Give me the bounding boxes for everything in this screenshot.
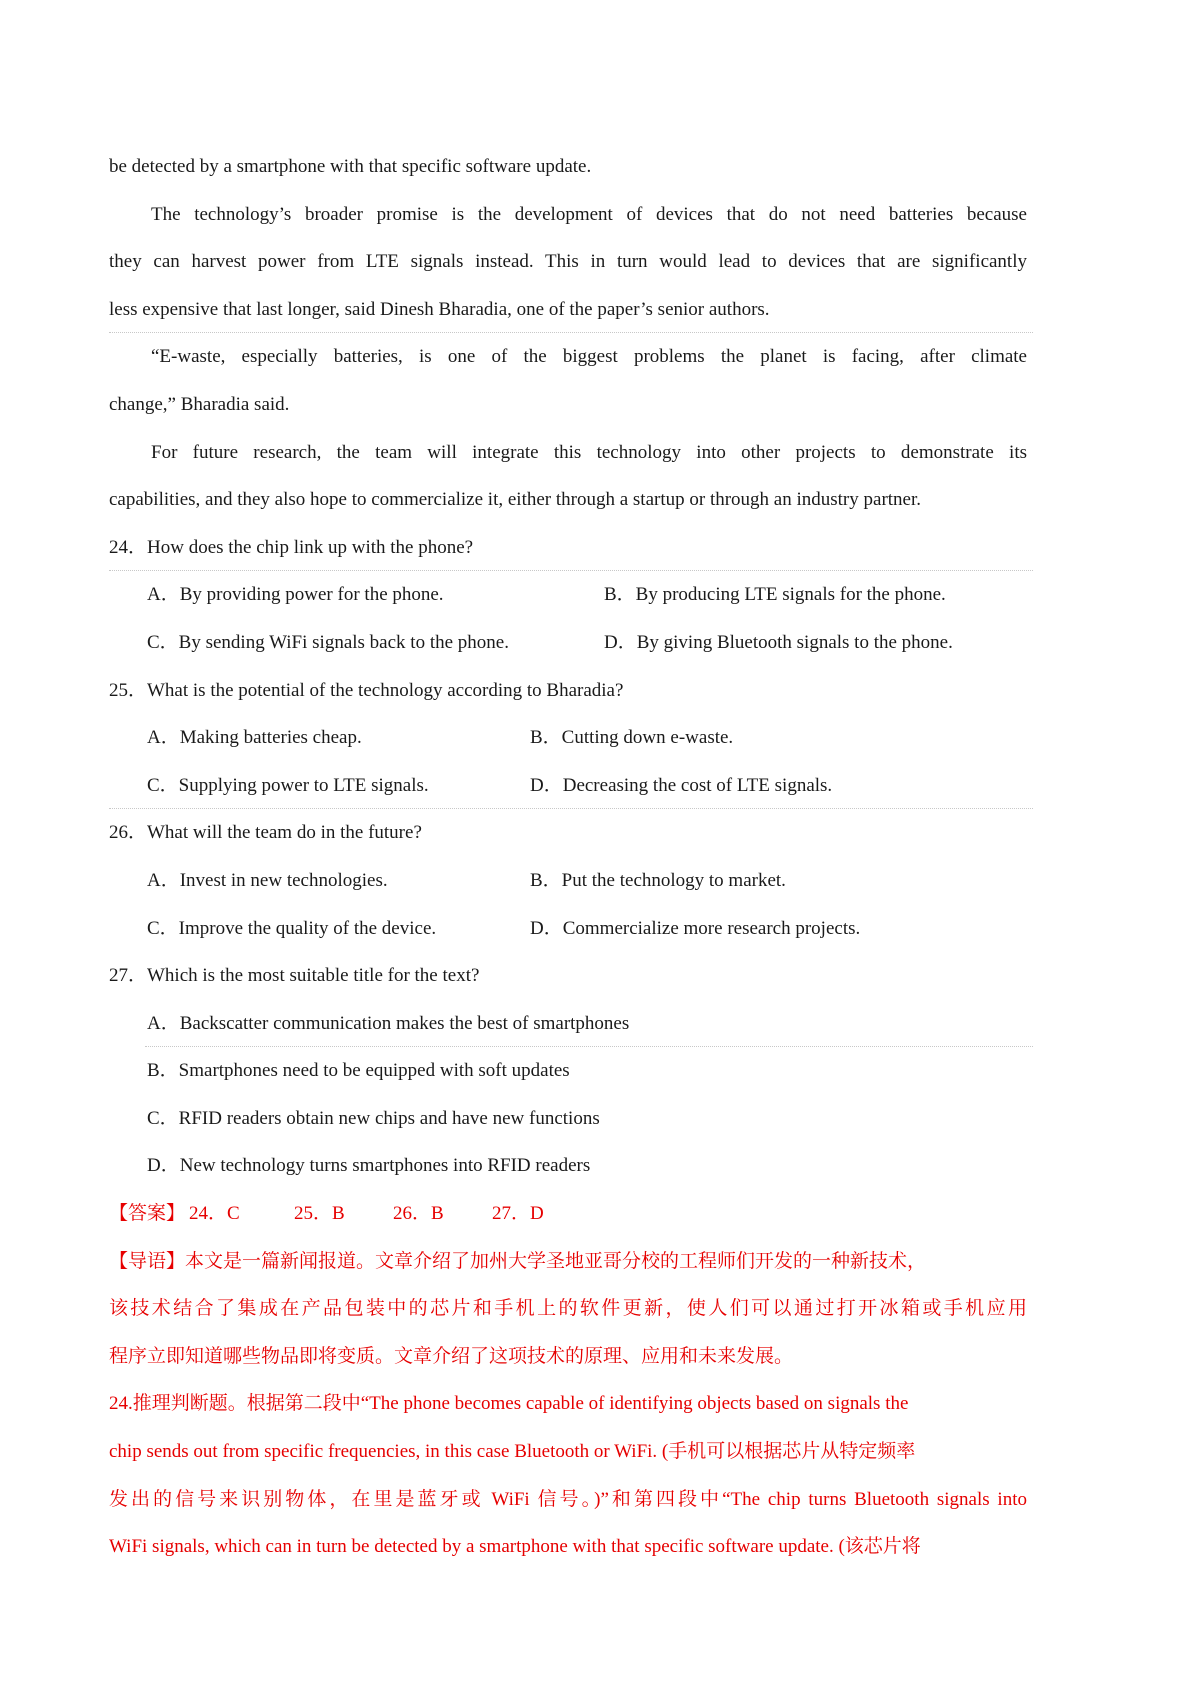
guide-line: 该技术结合了集成在产品包装中的芯片和手机上的软件更新，使人们可以通过打开冰箱或手机应用: [109, 1298, 1027, 1320]
option-row: [109, 857, 1027, 905]
passage-line: they can harvest power from LTE signals instead. This in turn would lead to devices that are significantly: [109, 251, 1027, 273]
option: C．RFID readers obtain new chips and have new functions: [147, 1107, 600, 1129]
answer-item: 24．C: [189, 1203, 240, 1225]
option: D．Commercialize more research projects.: [530, 917, 861, 939]
explanation-line: chip sends out from specific frequencies, in this case Bluetooth or WiFi. (手机可以根据芯片从特定频率: [109, 1441, 916, 1463]
option-row: [109, 571, 1027, 619]
option-row: [109, 762, 1027, 810]
option: C．Improve the quality of the device.: [147, 917, 437, 939]
option-row: [109, 905, 1027, 953]
passage-line: change,” Bharadia said.: [109, 393, 290, 415]
question-stem: 26．What will the team do in the future?: [109, 822, 422, 844]
passage-line: capabilities, and they also hope to commercialize it, either through a startup or through an industry partner.: [109, 489, 922, 511]
page-content: [109, 143, 1027, 1571]
answer-key: [109, 1190, 1027, 1238]
explanation-line: 24.推理判断题。根据第二段中“The phone becomes capable of identifying objects based on signals the: [109, 1393, 909, 1415]
passage-line: For future research, the team will integrate this technology into other projects to demonstrate its: [151, 441, 1027, 463]
passage-line: [109, 286, 1027, 334]
answer-item: 25．B: [294, 1203, 345, 1225]
passage-text: less expensive that last longer, said Dinesh Bharadia, one of the paper’s senior authors.: [109, 298, 770, 320]
option: C．Supplying power to LTE signals.: [147, 774, 429, 796]
option-row: [109, 1095, 1027, 1143]
question-stem: 27．Which is the most suitable title for the text?: [109, 965, 480, 987]
passage-line: be detected by a smartphone with that specific software update.: [109, 156, 592, 177]
explanation-line: WiFi signals, which can in turn be detected by a smartphone with that specific software update. (该芯片将: [109, 1536, 921, 1558]
option: A．Backscatter communication makes the best of smartphones: [147, 1012, 630, 1034]
answer-item: 27．D: [492, 1203, 544, 1225]
passage-line: “E-waste, especially batteries, is one of the biggest problems the planet is facing, after climate: [151, 346, 1027, 368]
guide-line: 【导语】本文是一篇新闻报道。文章介绍了加州大学圣地亚哥分校的工程师们开发的一种新技术，: [109, 1250, 927, 1272]
option-row: [109, 1000, 1027, 1048]
question-text: 24．How does the chip link up with the phone?: [109, 536, 474, 558]
option: C．By sending WiFi signals back to the phone.: [147, 631, 509, 653]
question-stem: 25．What is the potential of the technology according to Bharadia?: [109, 679, 624, 701]
option-row: [109, 714, 1027, 762]
option: D．By giving Bluetooth signals to the phone.: [604, 631, 953, 653]
option: B．Smartphones need to be equipped with soft updates: [147, 1060, 570, 1082]
option: B．Cutting down e-waste.: [530, 727, 734, 749]
option: D．New technology turns smartphones into RFID readers: [147, 1155, 591, 1177]
question-stem: [109, 524, 1027, 572]
passage-line: The technology’s broader promise is the development of devices that do not need batteries because: [151, 203, 1027, 225]
option: A．Invest in new technologies.: [147, 869, 388, 891]
option-row: [109, 619, 1027, 667]
option-row: [109, 1047, 1027, 1095]
option: B．Put the technology to market.: [530, 869, 786, 891]
option: A．Making batteries cheap.: [147, 727, 362, 749]
option: A．By providing power for the phone.: [147, 584, 444, 606]
explanation-line: 发出的信号来识别物体，在里是蓝牙或 WiFi 信号。)”和第四段中“The chip turns Bluetooth signals into: [109, 1488, 1027, 1510]
answer-item: 26．B: [393, 1203, 444, 1225]
option: D．Decreasing the cost of LTE signals.: [530, 774, 833, 796]
guide-line: 程序立即知道哪些物品即将变质。文章介绍了这项技术的原理、应用和未来发展。: [109, 1345, 794, 1367]
option-row: [109, 1142, 1027, 1190]
option: B．By producing LTE signals for the phone.: [604, 584, 946, 606]
answer-label: 【答案】: [109, 1203, 186, 1225]
